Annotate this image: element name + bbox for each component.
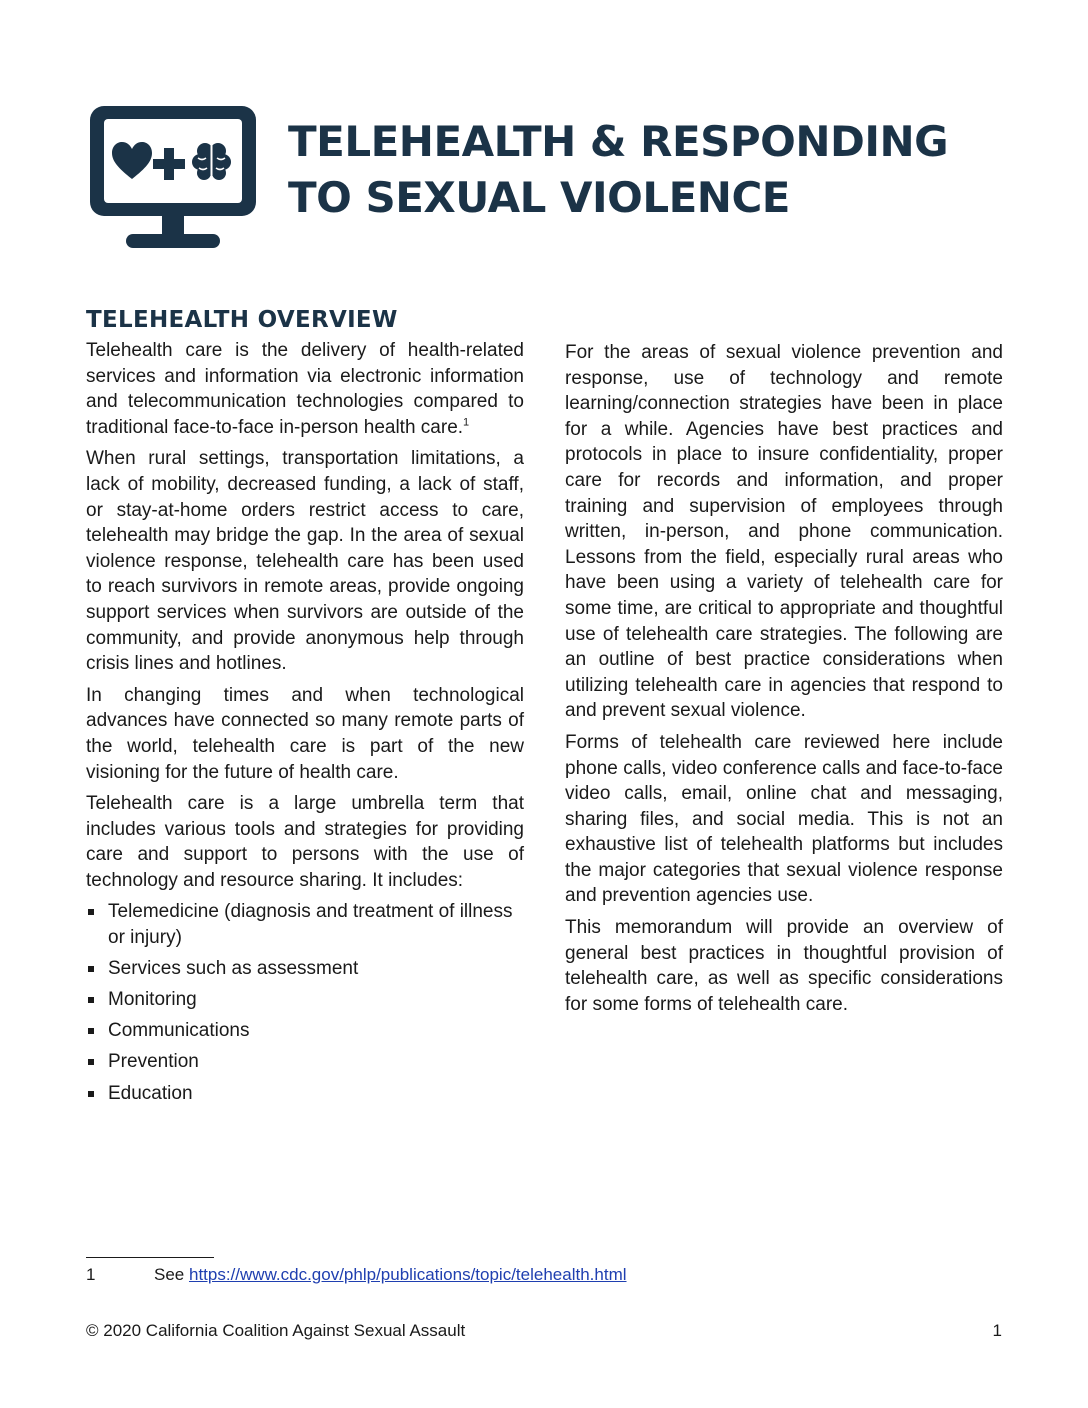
paragraph-memorandum: This memorandum will provide an overview of general best practices in thoughtful provision of telehealth care, as well as specific considerations for some forms of telehealth care. [565, 917, 1003, 1015]
paragraph-access: When rural settings, transportation limitations, a lack of mobility, decreased funding, a lack of staff, or stay-at-home orders restrict access to care, telehealth may bridge the gap. In the area of sexual violence response, telehealth care has been used to reach survivors in remote areas, provide ongoing support services when survivors are outside of the community, and provide anonymous help through crisis lines and hotlines. [86, 448, 524, 675]
list-item: Prevention [86, 1049, 524, 1075]
paragraph-intro-text: Telehealth care is the delivery of health-related services and information via electronic information and telecommunication technologies compared to traditional face-to-face in-person health care. [86, 340, 524, 438]
list-item: Monitoring [86, 987, 524, 1013]
footnote-divider [86, 1257, 214, 1258]
footnote [86, 1264, 627, 1286]
footnote-number: 1 [86, 1265, 96, 1284]
copyright-text: © 2020 California Coalition Against Sexual Assault [86, 1321, 466, 1340]
list-item: Communications [86, 1018, 524, 1044]
paragraph-changing-times: In changing times and when technological advances have connected so many remote parts of the world, telehealth care is part of the new visioning for the future of health care. [86, 684, 524, 783]
page-number: 1 [992, 1321, 1002, 1340]
paragraph-intro [86, 338, 524, 440]
title-line-2: TO SEXUAL VIOLENCE [288, 173, 790, 222]
paragraph-forms: Forms of telehealth care reviewed here include phone calls, video conference calls and face-to-face video calls, email, online chat and messaging, sharing files, and social media. This is not an exhaustive list of telehealth platforms but includes the major categories that sexual violence response and prevention agencies use. [565, 731, 1003, 907]
paragraph-umbrella-term: Telehealth care is a large umbrella term that includes various tools and strategies for providing care and support to persons with the use of technology and resource sharing. It includes: [86, 793, 524, 891]
document-title [288, 114, 948, 226]
footnote-ref: 1 [463, 416, 470, 429]
title-line-1: TELEHEALTH & RESPONDING [288, 117, 949, 166]
paragraph-prevention-response: For the areas of sexual violence prevention and response, use of technology and remote learning/connection strategies have been in place for a while. Agencies have best practices and protocols in place to insure confidentiality, proper care for records and information, and proper training and supervision of employees through written, in-person, and phone communication. Lessons from the field, especially rural areas who have been using a variety of telehealth care for some time, are critical to appropriate and thoughtful use of telehealth care strategies. The following are an outline of best practice considerations when utilizing telehealth care in agencies that respond to and prevent sexual violence. [565, 342, 1003, 722]
right-column [565, 340, 1003, 1023]
left-column [86, 306, 524, 1112]
list-item: Education [86, 1081, 524, 1107]
page-footer [86, 1320, 1002, 1342]
monitor-heart-plus-brain-icon [90, 106, 256, 252]
footnote-text: See [154, 1265, 189, 1284]
list-item: Services such as assessment [86, 956, 524, 982]
list-item: Telemedicine (diagnosis and treatment of illness or injury) [86, 899, 524, 950]
section-heading: TELEHEALTH OVERVIEW [86, 307, 398, 333]
includes-list [86, 899, 524, 1106]
footnote-link[interactable]: https://www.cdc.gov/phlp/publications/topic/telehealth.html [188, 1265, 627, 1284]
